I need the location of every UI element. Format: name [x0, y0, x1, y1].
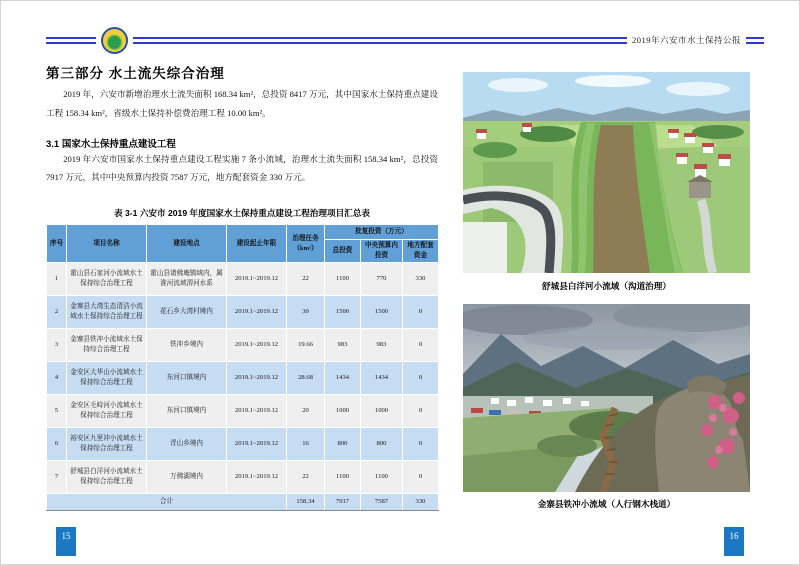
- section-heading: 第三部分 水土流失综合治理: [46, 66, 225, 81]
- table-cell: 2019.1~2019.12: [227, 263, 287, 296]
- table-cell: 裕安区九里冲小流域水土保持综合治理工程: [67, 428, 147, 461]
- table-row: [47, 395, 439, 428]
- table-cell: 20: [287, 395, 325, 428]
- table-caption: 表 3-1 六安市 2019 年度国家水土保持重点建设工程治理项目汇总表: [114, 208, 370, 218]
- col-header-central-investment: 中央预算内投资: [361, 240, 403, 263]
- booklet-title: 2019年六安市水土保持公报: [631, 35, 741, 45]
- table-row: [47, 329, 439, 362]
- table-cell: 16: [287, 428, 325, 461]
- table-cell: 霍山县石家河小流域水土保持综合治理工程: [67, 263, 147, 296]
- table-cell: 1: [47, 263, 67, 296]
- subsection-heading: 3.1 国家水土保持重点建设工程: [46, 139, 176, 150]
- table-cell: 330: [403, 263, 439, 296]
- table-cell: 2019.1~2019.12: [227, 461, 287, 494]
- soil-water-conservation-logo-icon: [101, 27, 128, 54]
- total-value: 7587: [361, 494, 403, 511]
- table-cell: 983: [325, 329, 361, 362]
- header-rule-right: [746, 37, 764, 44]
- total-value: 158.34: [287, 494, 325, 511]
- paragraph-1: 2019 年，六安市新增治理水土流失面积 168.34 km²，总投资 8417 万元，其中国家水土保持重点建设工程 158.34 km²，省级水土保持补偿费治理工程 10.00 km²。: [46, 89, 438, 118]
- table-header: [47, 225, 439, 263]
- table-cell: 28.68: [287, 362, 325, 395]
- river-scene-illustration: [463, 72, 750, 273]
- total-value: 7917: [325, 494, 361, 511]
- col-header-location: 建设地点: [147, 225, 227, 263]
- header-rule-left: [46, 37, 96, 44]
- table-row: [47, 263, 439, 296]
- table-cell: 770: [361, 263, 403, 296]
- table-cell: 万佛湖境内: [147, 461, 227, 494]
- table-cell: 1100: [325, 263, 361, 296]
- table-cell: 1000: [325, 395, 361, 428]
- table-cell: 1434: [361, 362, 403, 395]
- col-header-name: 项目名称: [67, 225, 147, 263]
- col-header-period: 建设起止年限: [227, 225, 287, 263]
- page-number-right: 16: [724, 527, 744, 556]
- table-cell: 2019.1~2019.12: [227, 395, 287, 428]
- table-cell: 2019.1~2019.12: [227, 362, 287, 395]
- table-cell: 19.66: [287, 329, 325, 362]
- table-cell: 983: [361, 329, 403, 362]
- table-cell: 东河口镇境内: [147, 395, 227, 428]
- table-cell: 1500: [325, 296, 361, 329]
- total-value: 330: [403, 494, 439, 511]
- header-rule-main: [133, 37, 627, 44]
- table-cell: 2019.1~2019.12: [227, 296, 287, 329]
- table-cell: 2019.1~2019.12: [227, 329, 287, 362]
- col-header-local-funds: 地方配套资金: [403, 240, 439, 263]
- table-cell: 东河口镇境内: [147, 362, 227, 395]
- table-row: [47, 428, 439, 461]
- table-cell: 0: [403, 329, 439, 362]
- table-cell: 1434: [325, 362, 361, 395]
- table-cell: 4: [47, 362, 67, 395]
- table-cell: 0: [403, 461, 439, 494]
- table-cell: 1100: [325, 461, 361, 494]
- total-label: 合计: [47, 494, 287, 511]
- table-row: [47, 461, 439, 494]
- table-cell: 800: [361, 428, 403, 461]
- table-cell: 800: [325, 428, 361, 461]
- projects-table-body: [47, 263, 439, 511]
- table-cell: 2: [47, 296, 67, 329]
- table-cell: 0: [403, 296, 439, 329]
- page-header: [46, 25, 764, 55]
- col-header-total-investment: 总投资: [325, 240, 361, 263]
- table-cell: 舒城县白洋河小流域水土保持综合治理工程: [67, 461, 147, 494]
- photo-caption-1: 舒城县白洋河小流域（沟道治理）: [542, 281, 671, 291]
- table-cell: 金安区大华山小流域水土保持综合治理工程: [67, 362, 147, 395]
- mountain-scene-illustration: [463, 304, 750, 492]
- table-cell: 1100: [361, 461, 403, 494]
- table-row: [47, 362, 439, 395]
- table-cell: 花石乡大湾村境内: [147, 296, 227, 329]
- photo-mountain-boardwalk: [463, 304, 750, 492]
- table-cell: 青山乡境内: [147, 428, 227, 461]
- table-cell: 30: [287, 296, 325, 329]
- table-total-row: [47, 494, 439, 511]
- table-cell: 铁冲乡境内: [147, 329, 227, 362]
- paragraph-2: 2019 年六安市国家水土保持重点建设工程实施 7 条小流域，治理水土流失面积 158.34 km²，总投资 7917 万元，其中中央预算内投资 7587 万元，地方配套资金 330 万元。: [46, 154, 438, 182]
- table-cell: 0: [403, 428, 439, 461]
- table-cell: 2019.1~2019.12: [227, 428, 287, 461]
- table-cell: 金寨县铁冲小流域水土保持综合治理工程: [67, 329, 147, 362]
- col-header-investment-group: 批复投资（万元）: [325, 225, 439, 240]
- page-number-left: 15: [56, 527, 76, 556]
- table-cell: 金寨县大湾生态清洁小流域水土保持综合治理工程: [67, 296, 147, 329]
- table-cell: 0: [403, 395, 439, 428]
- table-cell: 1000: [361, 395, 403, 428]
- table-cell: 3: [47, 329, 67, 362]
- projects-summary-table: [46, 224, 439, 511]
- table-cell: 22: [287, 461, 325, 494]
- table-cell: 22: [287, 263, 325, 296]
- table-cell: 7: [47, 461, 67, 494]
- table-cell: 5: [47, 395, 67, 428]
- photo-caption-2: 金寨县铁冲小流域（人行钢木栈道）: [537, 499, 676, 509]
- table-cell: 1500: [361, 296, 403, 329]
- col-header-no: 序号: [47, 225, 67, 263]
- table-cell: 金安区毛峙河小流域水土保持综合治理工程: [67, 395, 147, 428]
- table-cell: 0: [403, 362, 439, 395]
- photo-river-channel-treatment: [463, 72, 750, 273]
- table-cell: 6: [47, 428, 67, 461]
- col-header-task: 治理任务（km²）: [287, 225, 325, 263]
- table-cell: 霍山县诸佛庵镇域内，属淮河流域淠河水系: [147, 263, 227, 296]
- table-row: [47, 296, 439, 329]
